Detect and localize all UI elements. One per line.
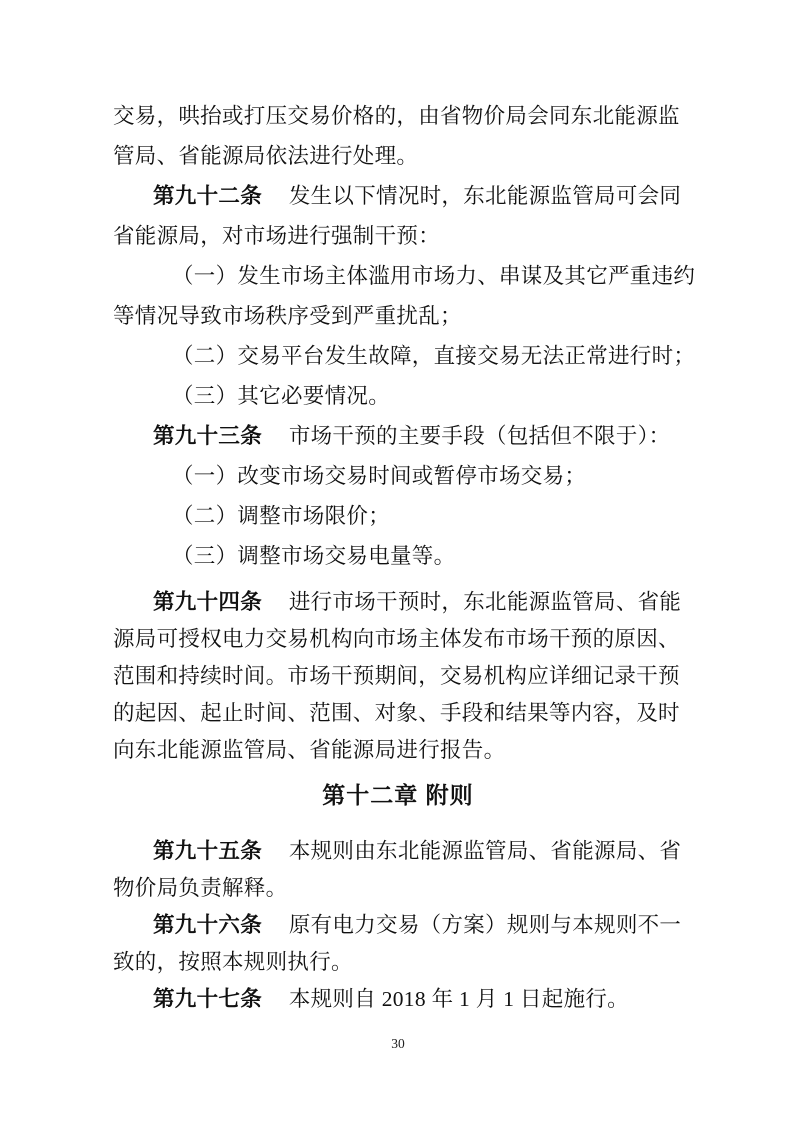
text-line bbox=[113, 256, 696, 296]
line-text: 进行市场干预时，东北能源监管局、省能 bbox=[267, 590, 682, 614]
line-text: 等情况导致市场秩序受到严重扰乱； bbox=[113, 304, 462, 328]
line-text: （一）改变市场交易时间或暂停市场交易； bbox=[172, 464, 587, 488]
line-text: 本规则自 2018 年 1 月 1 日起施行。 bbox=[267, 987, 629, 1011]
text-line bbox=[113, 296, 683, 336]
line-text: 的起因、起止时间、范围、对象、手段和结果等内容，及时 bbox=[113, 701, 680, 725]
text-line bbox=[113, 621, 683, 658]
line-text: 物价局负责解释。 bbox=[113, 876, 288, 900]
line-text: 向东北能源监管局、省能源局进行报告。 bbox=[113, 738, 506, 762]
text-line bbox=[113, 907, 683, 944]
line-text: （三）调整市场交易电量等。 bbox=[172, 544, 456, 568]
chapter-heading: 第十二章 附则 bbox=[322, 782, 474, 808]
line-text: 本规则由东北能源监管局、省能源局、省 bbox=[267, 839, 682, 863]
line-text: （三）其它必要情况。 bbox=[172, 384, 391, 408]
article-number: 第九十三条 bbox=[153, 424, 263, 448]
text-line bbox=[113, 376, 683, 416]
text-line bbox=[113, 136, 683, 176]
line-text: 致的，按照本规则执行。 bbox=[113, 950, 353, 974]
line-text: 省能源局，对市场进行强制干预： bbox=[113, 224, 441, 248]
page-number: 30 bbox=[391, 1036, 405, 1051]
text-line bbox=[113, 216, 683, 256]
line-text: （一）发生市场主体滥用市场力、串谋及其它严重违约 bbox=[172, 264, 696, 288]
line-text: 原有电力交易（方案）规则与本规则不一 bbox=[267, 913, 682, 937]
text-line bbox=[113, 496, 683, 536]
line-text: 交易，哄抬或打压交易价格的，由省物价局会同东北能源监 bbox=[113, 104, 680, 128]
article-number: 第九十二条 bbox=[153, 184, 263, 208]
text-line bbox=[113, 456, 683, 496]
text-line bbox=[113, 732, 683, 769]
text-line bbox=[113, 981, 683, 1018]
text-line bbox=[113, 584, 683, 621]
text-line bbox=[113, 695, 683, 732]
text-line bbox=[113, 416, 683, 456]
article-number: 第九十六条 bbox=[153, 913, 263, 937]
line-text: 发生以下情况时，东北能源监管局可会同 bbox=[267, 184, 682, 208]
line-text: 管局、省能源局依法进行处理。 bbox=[113, 144, 419, 168]
text-line bbox=[113, 96, 683, 136]
text-line bbox=[113, 176, 683, 216]
text-line bbox=[113, 336, 696, 376]
article-number: 第九十七条 bbox=[153, 987, 263, 1011]
article-number: 第九十五条 bbox=[153, 839, 263, 863]
text-line bbox=[113, 944, 683, 981]
article-number: 第九十四条 bbox=[153, 590, 263, 614]
line-text: （二）调整市场限价； bbox=[172, 504, 391, 528]
text-line bbox=[113, 833, 683, 870]
text-line bbox=[113, 658, 683, 695]
text-line bbox=[113, 536, 683, 576]
line-text: 市场干预的主要手段（包括但不限于）： bbox=[267, 424, 671, 448]
text-line bbox=[113, 870, 683, 907]
line-text: （二）交易平台发生故障，直接交易无法正常进行时； bbox=[172, 344, 696, 368]
line-text: 源局可授权电力交易机构向市场主体发布市场干预的原因、 bbox=[113, 627, 680, 651]
line-text: 范围和持续时间。市场干预期间，交易机构应详细记录干预 bbox=[113, 664, 680, 688]
